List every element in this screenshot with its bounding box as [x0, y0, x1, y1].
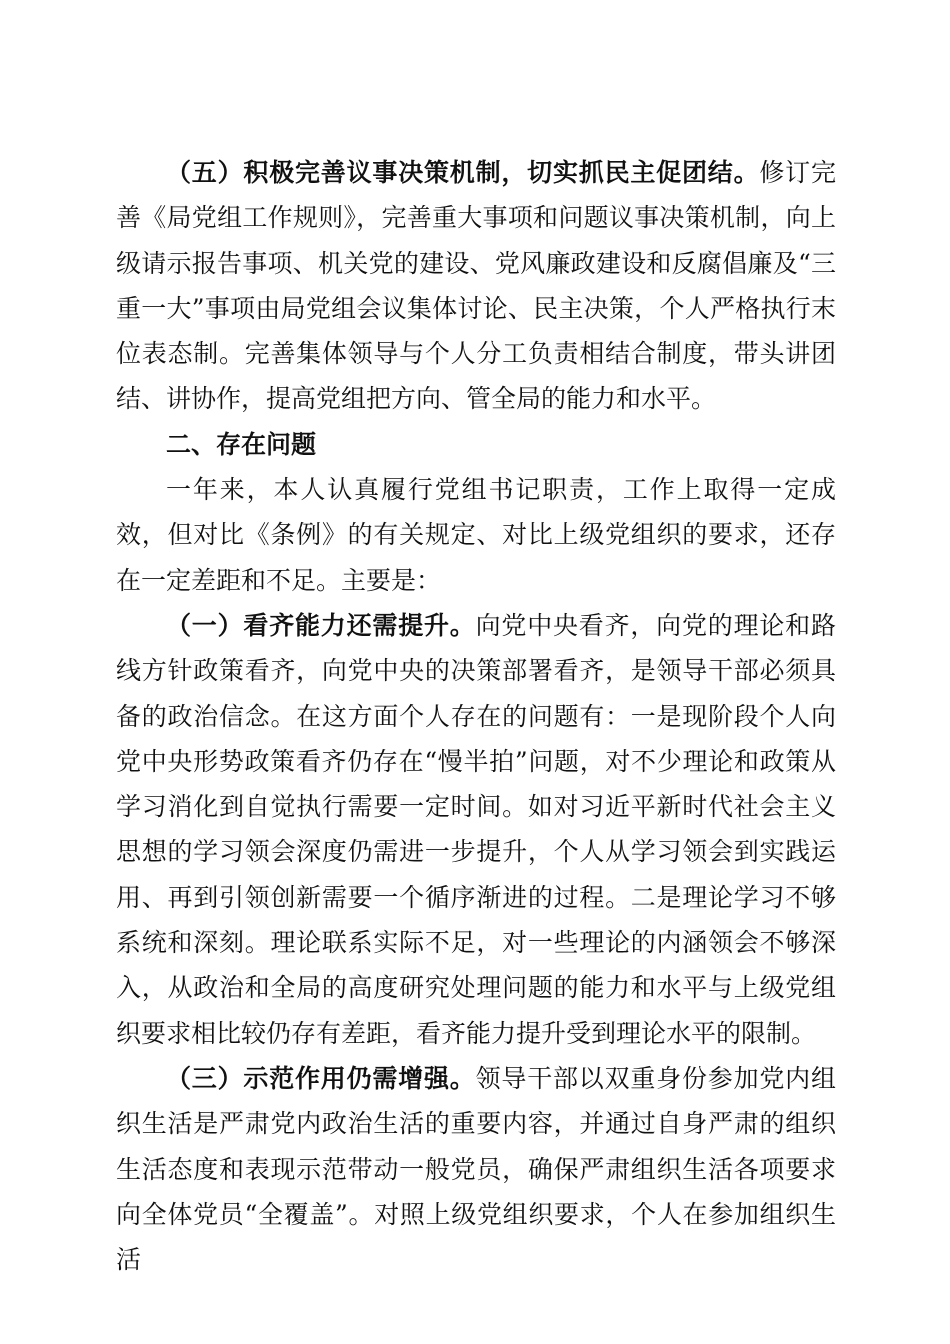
section-title-problems: 二、存在问题 — [166, 429, 317, 459]
paragraph-body: 领导干部以双重身份参加党内组织生活是严肃党内政治生活的重要内容，并通过自身严肃的组织生活态度和表现示范带动一般党员，确保严肃组织生活各项要求向全体党员“全覆盖”。对照上级党组织要求，个人在参加组织生活 — [116, 1063, 836, 1275]
paragraph-heading: （一）看齐能力还需提升。 — [166, 610, 476, 640]
paragraph-body: 一年来，本人认真履行党组书记职责，工作上取得一定成效，但对比《条例》的有关规定、对比上级党组织的要求，还存在一定差距和不足。主要是： — [116, 475, 836, 595]
paragraph-body: 修订完善《局党组工作规则》，完善重大事项和问题议事决策机制，向上级请示报告事项、机关党的建设、党风廉政建设和反腐倡廉及“三重一大”事项由局党组会议集体讨论、民主决策，个人严格执行末位表态制。完善集体领导与个人分工负责相结合制度，带头讲团结、讲协作，提高党组把方向、管全局的能力和水平。 — [116, 158, 836, 414]
paragraph-heading: （三）示范作用仍需增强。 — [166, 1063, 476, 1093]
paragraph-body: 向党中央看齐，向党的理论和路线方针政策看齐，向党中央的决策部署看齐，是领导干部必须具备的政治信念。在这方面个人存在的问题有：一是现阶段个人向党中央形势政策看齐仍存在“慢半拍”问题，对不少理论和政策从学习消化到自觉执行需要一定时间。如对习近平新时代社会主义思想的学习领会深度仍需进一步提升，个人从学习领会到实践运用、再到引领创新需要一个循序渐进的过程。二是理论学习不够系统和深刻。理论联系实际不足，对一些理论的内涵领会不够深入，从政治和全局的高度研究处理问题的能力和水平与上级党组织要求相比较仍存有差距，看齐能力提升受到理论水平的限制。 — [116, 610, 836, 1048]
paragraph-heading: （五）积极完善议事决策机制，切实抓民主促团结。 — [166, 158, 760, 187]
paragraph-intro — [116, 467, 836, 603]
document-page — [116, 150, 836, 1282]
paragraph-exemplary-role — [116, 1056, 836, 1282]
paragraph-decision-mechanism — [116, 150, 836, 422]
paragraph-alignment-ability — [116, 603, 836, 1056]
